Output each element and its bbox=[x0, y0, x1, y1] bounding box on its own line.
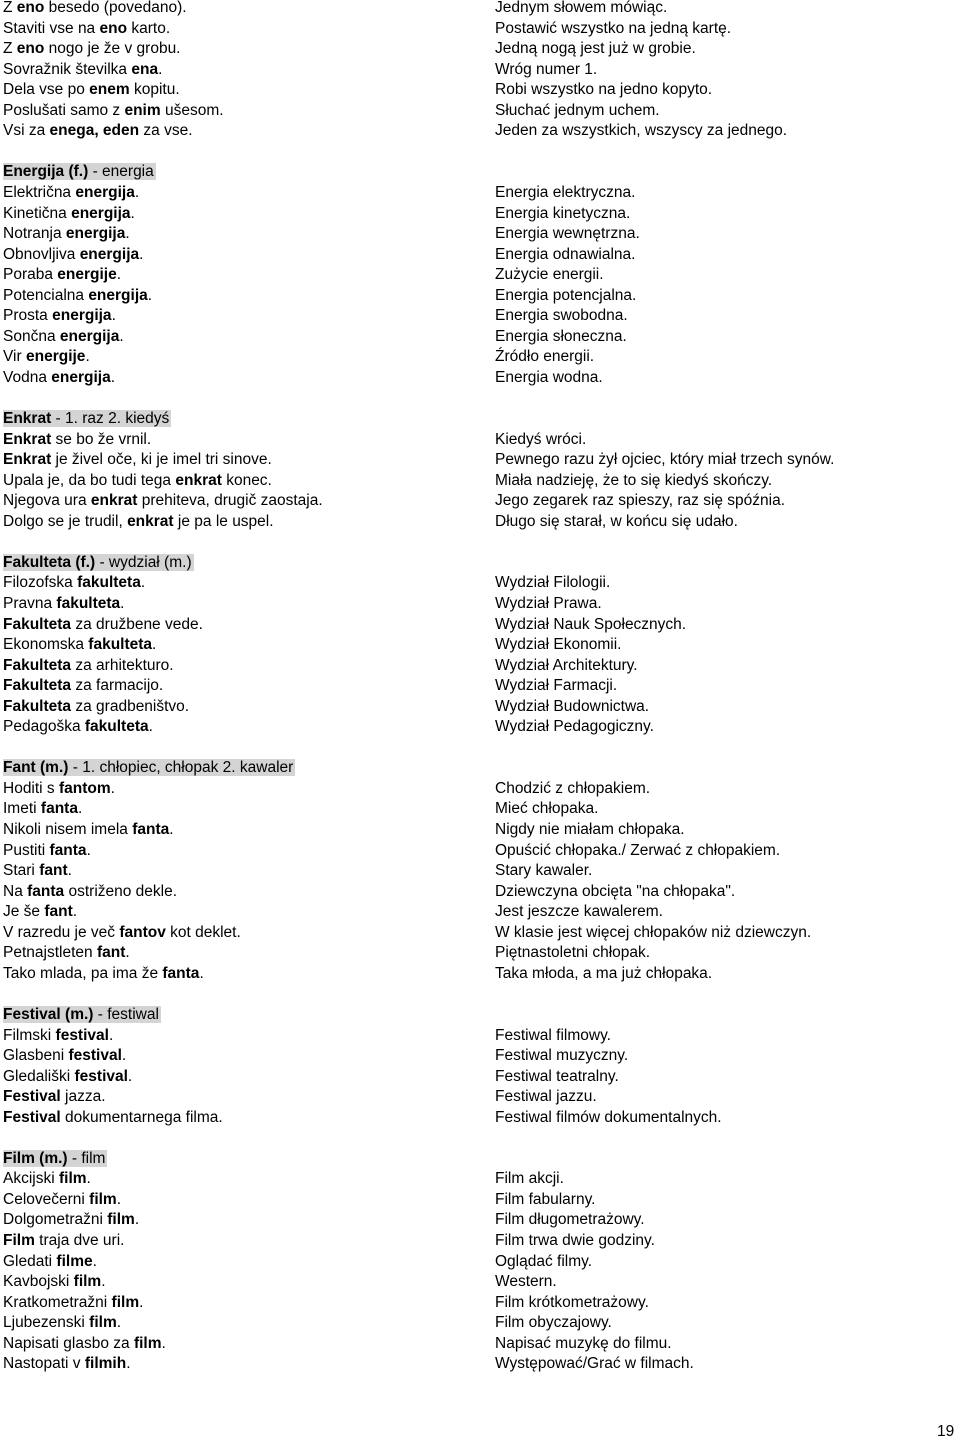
text-segment: Pravna bbox=[3, 595, 57, 612]
slovene-phrase bbox=[3, 841, 91, 861]
slovene-phrase bbox=[3, 224, 130, 244]
polish-translation: Opuścić chłopaka./ Zerwać z chłopakiem. bbox=[495, 842, 781, 859]
slovene-phrase bbox=[3, 450, 272, 470]
text-segment: . bbox=[111, 307, 116, 324]
entry-header bbox=[3, 1149, 107, 1169]
polish-translation: Energia wewnętrzna. bbox=[495, 225, 640, 242]
text-segment: je živel oče, ki je imel tri sinove. bbox=[51, 451, 272, 468]
page-number: 19 bbox=[937, 1423, 955, 1440]
keyword-bold: Fakulteta bbox=[3, 698, 72, 715]
keyword-bold: energija bbox=[51, 369, 111, 386]
slovene-phrase bbox=[3, 60, 162, 80]
slovene-phrase bbox=[3, 1354, 131, 1374]
polish-translation: Wydział Pedagogiczny. bbox=[495, 718, 654, 735]
polish-translation: Jednym słowem mówiąc. bbox=[495, 0, 668, 16]
slovene-phrase bbox=[3, 368, 115, 388]
polish-translation: Wydział Architektury. bbox=[495, 657, 638, 674]
text-segment: Akcijski bbox=[3, 1170, 59, 1187]
keyword-bold: Fakulteta bbox=[3, 657, 72, 674]
text-segment: . bbox=[86, 842, 91, 859]
polish-translation: Wydział Nauk Społecznych. bbox=[495, 616, 687, 633]
slovene-phrase bbox=[3, 923, 241, 943]
text-segment: . bbox=[125, 944, 130, 961]
slovene-phrase bbox=[3, 1067, 132, 1087]
text-segment: . bbox=[147, 287, 153, 304]
slovene-phrase bbox=[3, 1026, 113, 1046]
text-segment: - energia bbox=[88, 163, 154, 180]
text-segment: . bbox=[134, 1211, 140, 1228]
text-segment: V razredu je več bbox=[3, 924, 120, 941]
keyword-bold: eno bbox=[16, 40, 45, 57]
polish-translation: Stary kawaler. bbox=[495, 862, 593, 879]
text-segment: . bbox=[161, 1335, 166, 1352]
polish-translation: Energia swobodna. bbox=[495, 307, 628, 324]
polish-translation: Film akcji. bbox=[495, 1170, 564, 1187]
keyword-bold: festival bbox=[74, 1068, 128, 1085]
keyword-bold: Enkrat bbox=[3, 431, 52, 448]
text-segment: . bbox=[152, 636, 157, 653]
polish-translation: Chodzić z chłopakiem. bbox=[495, 780, 651, 797]
text-segment: konec. bbox=[221, 472, 272, 489]
polish-translation: Film fabularny. bbox=[495, 1191, 596, 1208]
text-segment: Kavbojski bbox=[3, 1273, 74, 1290]
keyword-bold: film bbox=[133, 1335, 162, 1352]
slovene-phrase bbox=[3, 676, 163, 696]
text-segment: - 1. raz 2. kiedyś bbox=[51, 410, 170, 427]
slovene-phrase bbox=[3, 1272, 106, 1292]
text-segment: . bbox=[169, 821, 174, 838]
text-segment: Pustiti bbox=[3, 842, 50, 859]
keyword-bold: ena bbox=[131, 61, 159, 78]
text-segment: Pedagoška bbox=[3, 718, 85, 735]
text-segment: . bbox=[72, 903, 78, 920]
polish-translation: Wydział Budownictwa. bbox=[495, 698, 650, 715]
entry-header-highlight bbox=[3, 410, 171, 427]
slovene-phrase bbox=[3, 594, 124, 614]
text-segment: - film bbox=[67, 1150, 106, 1167]
text-segment: . bbox=[77, 800, 83, 817]
keyword-bold: fakulteta bbox=[56, 595, 121, 612]
text-segment: . bbox=[110, 369, 116, 386]
text-segment: Dela vse po bbox=[3, 81, 90, 98]
text-segment: Kinetična bbox=[3, 205, 72, 222]
keyword-bold: enkrat bbox=[175, 472, 222, 489]
text-segment: . bbox=[108, 1027, 114, 1044]
keyword-bold: film bbox=[107, 1211, 135, 1228]
text-segment: - 1. chłopiec, chłopak 2. kawaler bbox=[68, 759, 294, 776]
text-segment: ušesom. bbox=[160, 102, 224, 119]
keyword-bold: film bbox=[89, 1191, 117, 1208]
text-segment: - wydział (m.) bbox=[95, 554, 192, 571]
keyword-bold: Fant (m.) bbox=[3, 759, 69, 776]
polish-translation: Jeden za wszystkich, wszyscy za jednego. bbox=[495, 122, 788, 139]
slovene-phrase bbox=[3, 1231, 124, 1251]
polish-translation: Oglądać filmy. bbox=[495, 1253, 593, 1270]
text-segment: kot deklet. bbox=[165, 924, 241, 941]
text-segment: . bbox=[199, 965, 204, 982]
keyword-bold: fantov bbox=[119, 924, 166, 941]
text-segment: besedo (povedano). bbox=[44, 0, 187, 16]
keyword-bold: fakulteta bbox=[88, 636, 153, 653]
keyword-bold: enim bbox=[124, 102, 161, 119]
slovene-phrase bbox=[3, 1169, 91, 1189]
text-segment: prehiteva, drugič zaostaja. bbox=[137, 492, 323, 509]
text-segment: . bbox=[127, 1068, 133, 1085]
keyword-bold: eno bbox=[16, 0, 45, 16]
text-segment: Sončna bbox=[3, 328, 60, 345]
text-segment: Vodna bbox=[3, 369, 52, 386]
slovene-phrase bbox=[3, 1046, 126, 1066]
polish-translation: Długo się starał, w końcu się udało. bbox=[495, 513, 738, 530]
polish-translation: Festiwal filmów dokumentalnych. bbox=[495, 1109, 722, 1126]
text-segment: kopitu. bbox=[129, 81, 180, 98]
polish-translation: Piętnastoletni chłopak. bbox=[495, 944, 651, 961]
text-segment: . bbox=[130, 205, 135, 222]
polish-translation: Western. bbox=[495, 1273, 557, 1290]
polish-translation: Nigdy nie miałam chłopaka. bbox=[495, 821, 685, 838]
text-segment: Ekonomska bbox=[3, 636, 89, 653]
text-segment: Nastopati v bbox=[3, 1355, 85, 1372]
text-segment: . bbox=[158, 61, 163, 78]
keyword-bold: film bbox=[111, 1294, 140, 1311]
polish-translation: Energia odnawialna. bbox=[495, 246, 636, 263]
polish-translation: Wydział Filologii. bbox=[495, 574, 611, 591]
polish-translation: Kiedyś wróci. bbox=[495, 431, 587, 448]
text-segment: Petnajstleten bbox=[3, 944, 97, 961]
text-segment: je pa le uspel. bbox=[173, 513, 274, 530]
keyword-bold: fant bbox=[39, 862, 68, 879]
keyword-bold: energija bbox=[79, 246, 140, 263]
polish-translation: Miała nadzieję, że to się kiedyś skończy. bbox=[495, 472, 773, 489]
polish-translation: Wydział Farmacji. bbox=[495, 677, 618, 694]
entry-header bbox=[3, 553, 194, 573]
text-segment: . bbox=[85, 348, 90, 365]
text-segment: Tako mlada, pa ima že bbox=[3, 965, 163, 982]
slovene-phrase bbox=[3, 204, 135, 224]
text-segment: Poraba bbox=[3, 266, 58, 283]
text-segment: za arhitekturo. bbox=[71, 657, 174, 674]
text-segment: Upala je, da bo tudi tega bbox=[3, 472, 176, 489]
slovene-phrase bbox=[3, 717, 153, 737]
text-segment: Gledališki bbox=[3, 1068, 75, 1085]
slovene-phrase bbox=[3, 101, 224, 121]
keyword-bold: filme bbox=[56, 1253, 93, 1270]
keyword-bold: energija bbox=[88, 287, 148, 304]
text-segment: Imeti bbox=[3, 800, 41, 817]
text-segment: traja dve uri. bbox=[34, 1232, 125, 1249]
keyword-bold: energije bbox=[57, 266, 117, 283]
text-segment: . bbox=[101, 1273, 106, 1290]
polish-translation: Postawić wszystko na jedną kartę. bbox=[495, 20, 732, 37]
keyword-bold: Festival bbox=[3, 1109, 61, 1126]
keyword-bold: Festival (m.) bbox=[3, 1006, 94, 1023]
slovene-phrase bbox=[3, 1108, 223, 1128]
entry-header-highlight bbox=[3, 1150, 107, 1167]
text-segment: Hoditi s bbox=[3, 780, 59, 797]
text-segment: . bbox=[139, 246, 144, 263]
entry-header-highlight bbox=[3, 759, 295, 776]
slovene-phrase bbox=[3, 430, 151, 450]
text-segment: . bbox=[92, 1253, 97, 1270]
polish-translation: Film długometrażowy. bbox=[495, 1211, 645, 1228]
text-segment: . bbox=[134, 184, 140, 201]
slovene-phrase bbox=[3, 1313, 121, 1333]
keyword-bold: enkrat bbox=[90, 492, 138, 509]
text-segment: Vsi za bbox=[3, 122, 50, 139]
keyword-bold: energija bbox=[75, 184, 135, 201]
keyword-bold: Festival bbox=[3, 1088, 61, 1105]
polish-translation: Film trwa dwie godziny. bbox=[495, 1232, 655, 1249]
text-segment: . bbox=[148, 718, 153, 735]
polish-translation: Pewnego razu żył ojciec, który miał trzech synów. bbox=[495, 451, 835, 468]
text-segment: nogo je že v grobu. bbox=[44, 40, 181, 57]
keyword-bold: Enkrat bbox=[3, 451, 52, 468]
text-segment: . bbox=[140, 574, 146, 591]
keyword-bold: enega, eden bbox=[49, 122, 140, 139]
polish-translation: Film krótkometrażowy. bbox=[495, 1294, 649, 1311]
slovene-phrase bbox=[3, 1087, 106, 1107]
text-segment: se bo že vrnil. bbox=[51, 431, 152, 448]
polish-translation: Zużycie energii. bbox=[495, 266, 604, 283]
text-segment: Je še bbox=[3, 903, 45, 920]
entry-header-highlight bbox=[3, 163, 156, 180]
slovene-phrase bbox=[3, 779, 115, 799]
slovene-phrase bbox=[3, 347, 90, 367]
polish-translation: Wydział Ekonomii. bbox=[495, 636, 622, 653]
text-segment: Z bbox=[3, 0, 17, 16]
polish-translation: Energia słoneczna. bbox=[495, 328, 627, 345]
keyword-bold: Fakulteta bbox=[3, 677, 72, 694]
text-segment: . bbox=[110, 780, 115, 797]
keyword-bold: fant bbox=[96, 944, 126, 961]
keyword-bold: film bbox=[89, 1314, 117, 1331]
text-segment: Električna bbox=[3, 184, 76, 201]
slovene-phrase bbox=[3, 656, 174, 676]
text-segment: Glasbeni bbox=[3, 1047, 69, 1064]
text-segment: dokumentarnega filma. bbox=[60, 1109, 223, 1126]
slovene-phrase bbox=[3, 882, 177, 902]
slovene-phrase bbox=[3, 943, 130, 963]
slovene-phrase bbox=[3, 573, 145, 593]
keyword-bold: Fakulteta bbox=[3, 616, 72, 633]
polish-translation: Energia elektryczna. bbox=[495, 184, 636, 201]
text-segment: Obnovljiva bbox=[3, 246, 80, 263]
text-segment: Dolgo se je trudil, bbox=[3, 513, 128, 530]
keyword-bold: fanta bbox=[49, 842, 87, 859]
polish-translation: Napisać muzykę do filmu. bbox=[495, 1335, 672, 1352]
keyword-bold: fanta bbox=[40, 800, 78, 817]
text-segment: - festiwal bbox=[93, 1006, 159, 1023]
keyword-bold: festival bbox=[55, 1027, 109, 1044]
text-segment: karto. bbox=[127, 20, 171, 37]
keyword-bold: energija bbox=[59, 328, 120, 345]
slovene-phrase bbox=[3, 1334, 166, 1354]
text-segment: Gledati bbox=[3, 1253, 57, 1270]
text-segment: Stari bbox=[3, 862, 40, 879]
text-segment: za družbene vede. bbox=[71, 616, 203, 633]
polish-translation: Energia potencjalna. bbox=[495, 287, 637, 304]
keyword-bold: Film bbox=[3, 1232, 35, 1249]
text-segment: . bbox=[116, 1314, 122, 1331]
text-segment: Kratkometražni bbox=[3, 1294, 112, 1311]
polish-translation: Jest jeszcze kawalerem. bbox=[495, 903, 663, 920]
text-segment: . bbox=[120, 595, 125, 612]
text-segment: Vir bbox=[3, 348, 26, 365]
polish-translation: Festiwal teatralny. bbox=[495, 1068, 619, 1085]
slovene-phrase bbox=[3, 615, 203, 635]
keyword-bold: film bbox=[73, 1273, 102, 1290]
slovene-phrase bbox=[3, 1190, 121, 1210]
slovene-phrase bbox=[3, 471, 272, 491]
text-segment: Filmski bbox=[3, 1027, 56, 1044]
polish-translation: Występować/Grać w filmach. bbox=[495, 1355, 694, 1372]
slovene-phrase bbox=[3, 0, 187, 18]
text-segment: jazza. bbox=[60, 1088, 106, 1105]
polish-translation: Wydział Prawa. bbox=[495, 595, 602, 612]
keyword-bold: energija bbox=[65, 225, 126, 242]
text-segment: za farmacijo. bbox=[71, 677, 164, 694]
text-segment: Ljubezenski bbox=[3, 1314, 90, 1331]
keyword-bold: filmih bbox=[84, 1355, 127, 1372]
polish-translation: Mieć chłopaka. bbox=[495, 800, 599, 817]
slovene-phrase bbox=[3, 327, 124, 347]
text-segment: Filozofska bbox=[3, 574, 78, 591]
text-segment: Poslušati samo z bbox=[3, 102, 125, 119]
keyword-bold: enem bbox=[89, 81, 130, 98]
keyword-bold: Fakulteta (f.) bbox=[3, 554, 96, 571]
keyword-bold: fantom bbox=[59, 780, 111, 797]
text-segment: Celovečerni bbox=[3, 1191, 90, 1208]
text-segment: . bbox=[116, 1191, 122, 1208]
slovene-phrase bbox=[3, 512, 274, 532]
text-segment: Napisati glasbo za bbox=[3, 1335, 134, 1352]
slovene-phrase bbox=[3, 697, 189, 717]
polish-translation: Jedną nogą jest już w grobie. bbox=[495, 40, 696, 57]
entry-header bbox=[3, 409, 171, 429]
polish-translation: Festiwal filmowy. bbox=[495, 1027, 611, 1044]
keyword-bold: energija bbox=[52, 307, 112, 324]
text-segment: Z bbox=[3, 40, 17, 57]
polish-translation: W klasie jest więcej chłopaków niż dziewczyn. bbox=[495, 924, 812, 941]
keyword-bold: eno bbox=[99, 20, 128, 37]
text-segment: . bbox=[86, 1170, 91, 1187]
keyword-bold: energije bbox=[25, 348, 86, 365]
keyword-bold: Energija (f.) bbox=[3, 163, 89, 180]
keyword-bold: Film (m.) bbox=[3, 1150, 68, 1167]
text-segment: za vse. bbox=[139, 122, 193, 139]
entry-header bbox=[3, 162, 156, 182]
slovene-phrase bbox=[3, 121, 193, 141]
text-segment: . bbox=[116, 266, 122, 283]
text-segment: Nikoli nisem imela bbox=[3, 821, 133, 838]
polish-translation: Źródło energii. bbox=[495, 348, 595, 365]
slovene-phrase bbox=[3, 19, 170, 39]
slovene-phrase bbox=[3, 902, 77, 922]
text-segment: ostriženo dekle. bbox=[64, 883, 178, 900]
text-segment: Na bbox=[3, 883, 28, 900]
text-segment: Potencialna bbox=[3, 287, 89, 304]
polish-translation: Festiwal muzyczny. bbox=[495, 1047, 629, 1064]
slovene-phrase bbox=[3, 245, 143, 265]
slovene-phrase bbox=[3, 265, 121, 285]
slovene-phrase bbox=[3, 1293, 143, 1313]
keyword-bold: enkrat bbox=[127, 513, 174, 530]
slovene-phrase bbox=[3, 1252, 97, 1272]
slovene-phrase bbox=[3, 183, 139, 203]
keyword-bold: fanta bbox=[162, 965, 200, 982]
polish-translation: Słuchać jednym uchem. bbox=[495, 102, 660, 119]
text-segment: Sovražnik številka bbox=[3, 61, 132, 78]
text-segment: . bbox=[121, 1047, 127, 1064]
entry-header bbox=[3, 1005, 161, 1025]
text-segment: . bbox=[67, 862, 72, 879]
keyword-bold: fakulteta bbox=[84, 718, 149, 735]
entry-header bbox=[3, 758, 295, 778]
slovene-phrase bbox=[3, 1210, 139, 1230]
slovene-phrase bbox=[3, 491, 323, 511]
text-segment: . bbox=[139, 1294, 144, 1311]
keyword-bold: Enkrat bbox=[3, 410, 52, 427]
keyword-bold: energija bbox=[71, 205, 131, 222]
keyword-bold: festival bbox=[68, 1047, 122, 1064]
keyword-bold: fanta bbox=[27, 883, 65, 900]
polish-translation: Energia kinetyczna. bbox=[495, 205, 631, 222]
slovene-phrase bbox=[3, 39, 181, 59]
polish-translation: Taka młoda, a ma już chłopaka. bbox=[495, 965, 713, 982]
text-segment: . bbox=[119, 328, 124, 345]
entry-header-highlight bbox=[3, 1006, 161, 1023]
polish-translation: Festiwal jazzu. bbox=[495, 1088, 597, 1105]
slovene-phrase bbox=[3, 799, 82, 819]
polish-translation: Wróg numer 1. bbox=[495, 61, 598, 78]
text-segment: Staviti vse na bbox=[3, 20, 100, 37]
slovene-phrase bbox=[3, 286, 152, 306]
text-segment: . bbox=[126, 1355, 131, 1372]
text-segment: za gradbeništvo. bbox=[71, 698, 190, 715]
keyword-bold: fant bbox=[44, 903, 73, 920]
keyword-bold: fakulteta bbox=[77, 574, 141, 591]
polish-translation: Jego zegarek raz spieszy, raz się spóźnia. bbox=[495, 492, 786, 509]
polish-translation: Dziewczyna obcięta "na chłopaka". bbox=[495, 883, 736, 900]
text-segment: Njegova ura bbox=[3, 492, 91, 509]
slovene-phrase bbox=[3, 861, 72, 881]
entry-header-highlight bbox=[3, 554, 194, 571]
text-segment: Dolgometražni bbox=[3, 1211, 108, 1228]
polish-translation: Energia wodna. bbox=[495, 369, 603, 386]
slovene-phrase bbox=[3, 820, 174, 840]
slovene-phrase bbox=[3, 964, 204, 984]
polish-translation: Robi wszystko na jedno kopyto. bbox=[495, 81, 713, 98]
text-segment: Notranja bbox=[3, 225, 66, 242]
slovene-phrase bbox=[3, 306, 116, 326]
keyword-bold: film bbox=[58, 1170, 87, 1187]
text-segment: . bbox=[125, 225, 130, 242]
slovene-phrase bbox=[3, 80, 180, 100]
keyword-bold: fanta bbox=[132, 821, 170, 838]
polish-translation: Film obyczajowy. bbox=[495, 1314, 612, 1331]
slovene-phrase bbox=[3, 635, 156, 655]
text-segment: Prosta bbox=[3, 307, 53, 324]
